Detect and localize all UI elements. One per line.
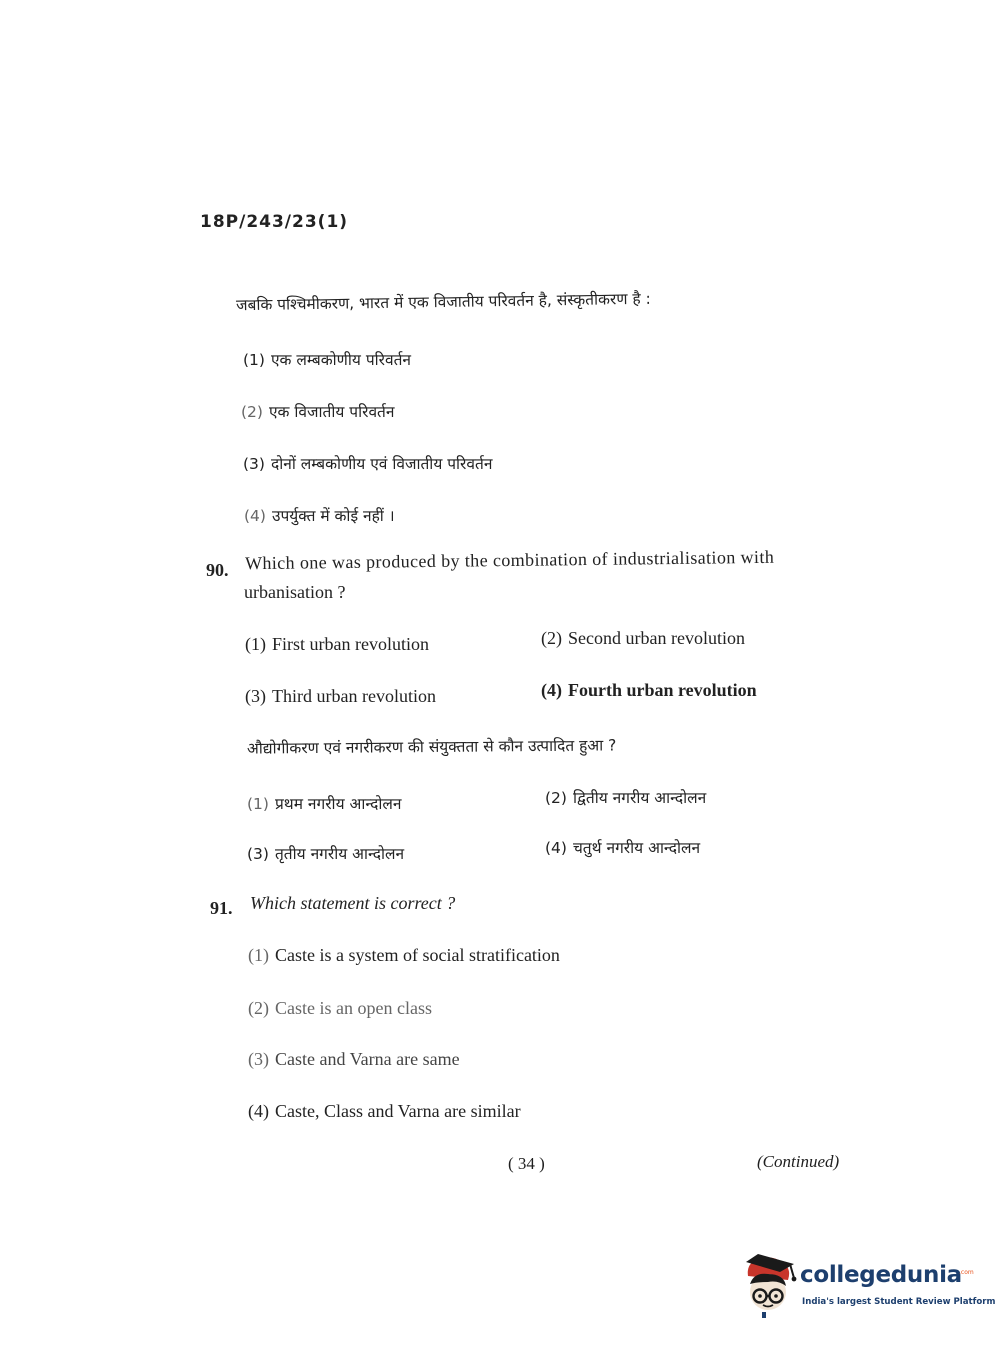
option-text: Caste, Class and Varna are similar [275, 1101, 521, 1121]
q89-option-4 [244, 504, 395, 526]
q89-option-3 [243, 452, 492, 474]
q91-option-4 [248, 1101, 521, 1122]
option-text: First urban revolution [272, 634, 429, 654]
option-number: (3) [248, 1049, 269, 1069]
page-number: ( 34 ) [508, 1154, 545, 1173]
option-text: Caste is a system of social stratification [275, 945, 560, 965]
option-number: (3) [245, 686, 266, 706]
option-number: (4) [541, 680, 562, 700]
q90-hindi-option-4 [545, 836, 700, 858]
q91-option-2 [248, 998, 432, 1019]
option-text: दोनों लम्बकोणीय एवं विजातीय परिवर्तन [270, 455, 493, 473]
logo-domain-suffix: .com [959, 1269, 974, 1276]
q90-option-1 [245, 634, 429, 655]
q90-option-2 [541, 628, 745, 649]
q90-option-4 [541, 680, 757, 701]
option-text: Caste and Varna are same [275, 1049, 460, 1069]
option-number: (1) [245, 634, 266, 654]
q90-option-3 [245, 686, 436, 707]
option-text: प्रथम नगरीय आन्दोलन [274, 795, 402, 813]
option-text: एक विजातीय परिवर्तन [268, 403, 395, 421]
q90-stem-line1: Which one was produced by the combination of industrialisation with [244, 546, 775, 574]
option-number: (1) [243, 351, 265, 369]
q91-number: 91. [210, 898, 233, 918]
q89-option-1 [243, 348, 411, 370]
q91-option-1 [248, 945, 560, 966]
option-number: (1) [247, 795, 269, 813]
option-number: (2) [241, 403, 263, 421]
q90-hindi-stem: औद्योगीकरण एवं नगरीकरण की संयुक्तता से कौन उत्पादित हुआ ? [246, 736, 617, 758]
q90-hindi-option-1 [247, 792, 401, 814]
option-text: द्वितीय नगरीय आन्दोलन [572, 789, 707, 807]
option-text: Caste is an open class [275, 998, 432, 1018]
q89-hindi-stem: जबकि पश्चिमीकरण, भारत में एक विजातीय परिवर्तन है, संस्कृतीकरण है : [235, 289, 651, 315]
option-text: एक लम्बकोणीय परिवर्तन [270, 351, 412, 369]
option-number: (2) [248, 998, 269, 1018]
q90-hindi-option-3 [247, 842, 404, 864]
q90-number: 90. [206, 560, 229, 580]
option-text: Third urban revolution [272, 686, 436, 706]
option-text: चतुर्थ नगरीय आन्दोलन [572, 839, 701, 857]
option-number: (2) [545, 789, 567, 807]
option-number: (4) [545, 839, 567, 857]
collegedunia-logo [742, 1252, 996, 1322]
q89-option-2 [241, 400, 395, 422]
logo-tagline: India's largest Student Review Platform [802, 1297, 996, 1307]
q90-hindi-option-2 [545, 786, 706, 808]
option-number: (3) [243, 455, 265, 473]
option-number: (2) [541, 628, 562, 648]
option-text: तृतीय नगरीय आन्दोलन [274, 845, 405, 863]
q90-stem-line2: urbanisation ? [244, 582, 346, 602]
option-number: (4) [248, 1101, 269, 1121]
student-mascot-icon [742, 1252, 800, 1322]
q91-option-3 [248, 1049, 460, 1070]
logo-wordmark: collegedunia [800, 1262, 962, 1288]
paper-code: 18P/243/23(1) [200, 212, 349, 232]
option-text: उपर्युक्त में कोई नहीं । [271, 507, 395, 525]
option-number: (1) [248, 945, 269, 965]
option-text: Fourth urban revolution [568, 680, 757, 700]
option-number: (3) [247, 845, 269, 863]
option-text: Second urban revolution [568, 628, 745, 648]
option-number: (4) [244, 507, 266, 525]
q91-stem: Which statement is correct ? [250, 893, 456, 913]
continued-label: (Continued) [757, 1152, 840, 1171]
